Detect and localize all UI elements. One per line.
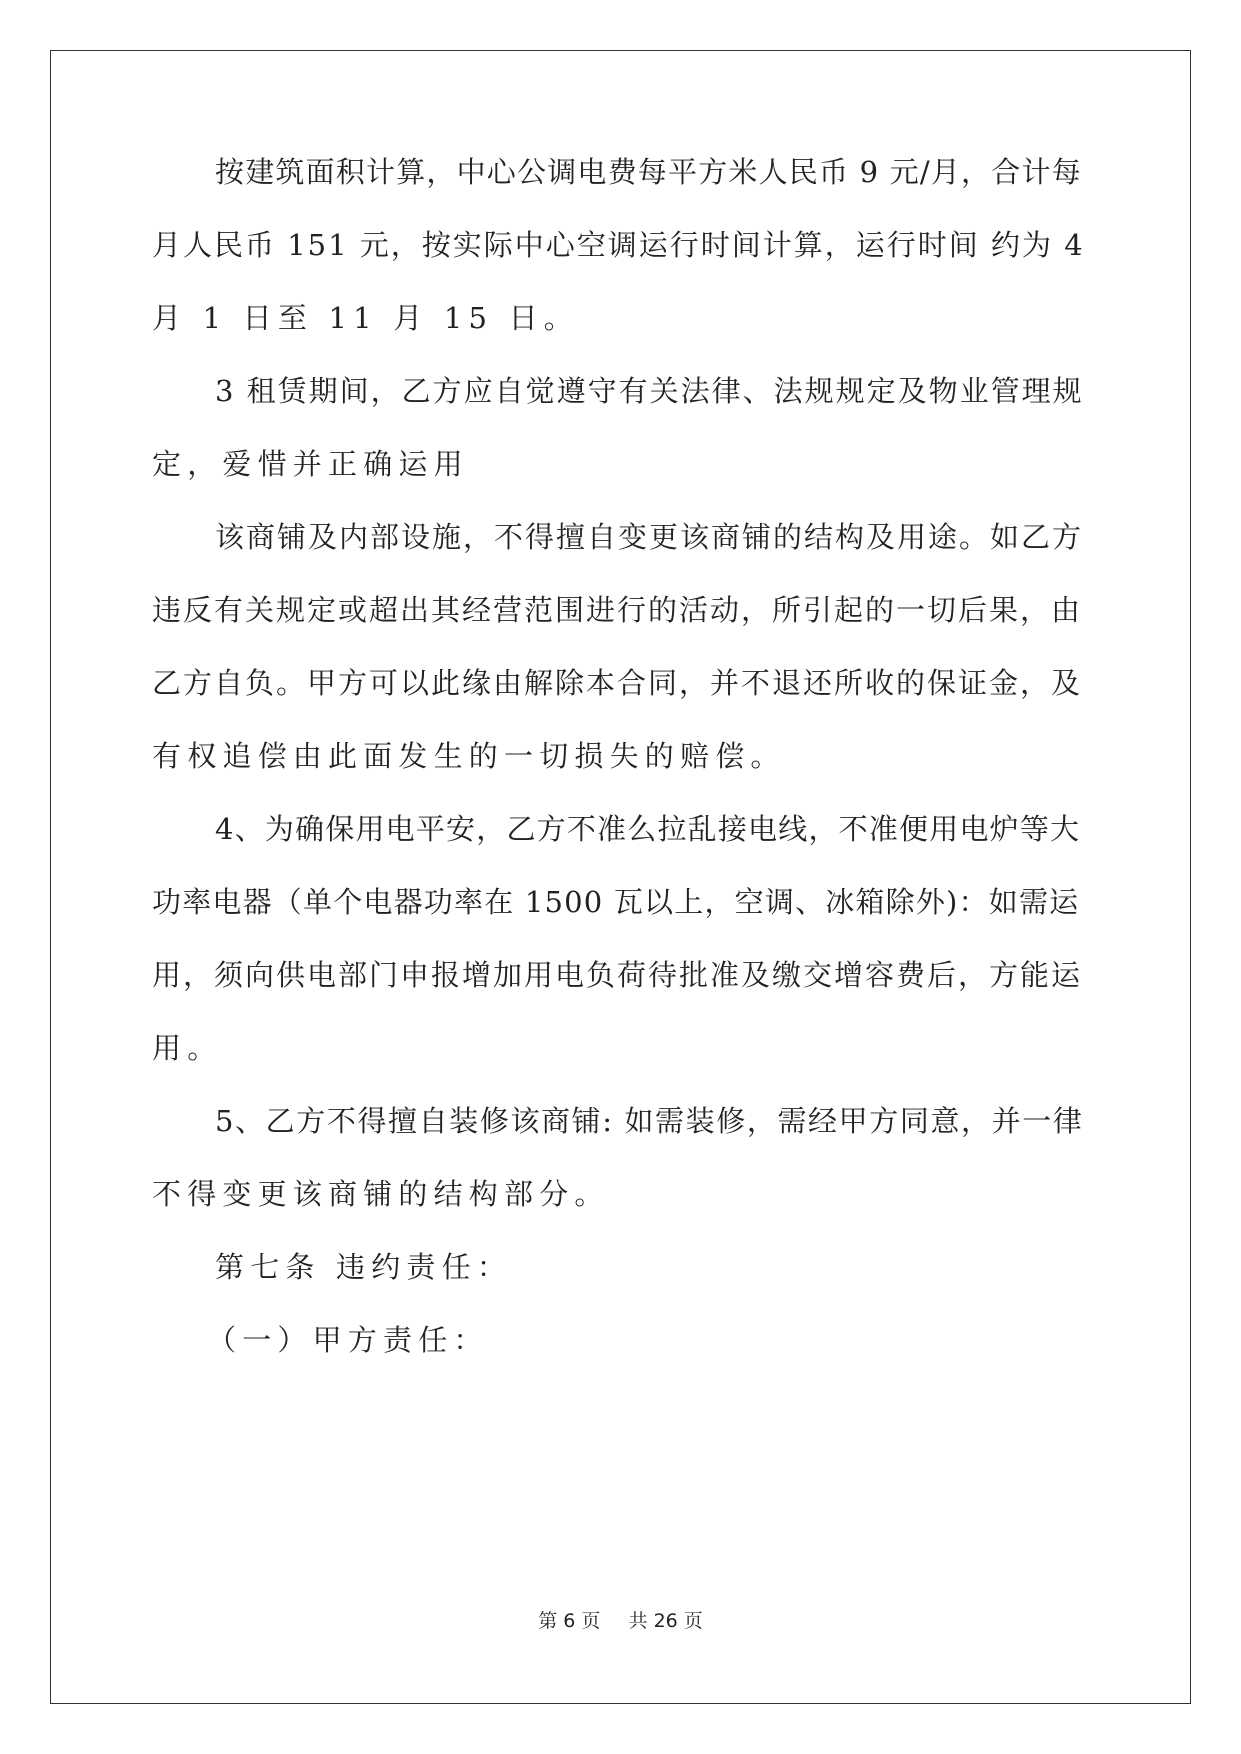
text-line: 月 1 日至 11 月 15 日。: [152, 301, 579, 335]
text-line: （一）甲方责任：: [207, 1323, 489, 1357]
page-number: 第 6 页: [538, 1610, 601, 1632]
text-line: 3 租赁期间，乙方应自觉遵守有关法律、法规规定及物业管理规: [215, 374, 1084, 408]
text-line: 月人民币 151 元，按实际中心空调运行时间计算，运行时间 约为 4: [152, 228, 1085, 262]
text-line: 功率电器（单个电器功率在 1500 瓦以上，空调、冰箱除外)：如需运: [152, 885, 1080, 919]
text-line: 按建筑面积计算，中心公调电费每平方米人民币 9 元/月，合计每: [215, 155, 1082, 189]
text-line: 用。: [152, 1031, 223, 1065]
text-line: 5、乙方不得擅自装修该商铺: 如需装修，需经甲方同意，并一律: [215, 1104, 1084, 1138]
text-line: 用，须向供电部门申报增加用电负荷待批准及缴交增容费后，方能运: [152, 958, 1083, 992]
page-total: 共 26 页: [628, 1610, 703, 1632]
text-line: 定，爱惜并正确运用: [152, 447, 469, 481]
text-line: 乙方自负。甲方可以此缘由解除本合同，并不退还所收的保证金，及: [152, 666, 1083, 700]
page-footer: [0, 1606, 1241, 1633]
text-line: 不得变更该商铺的结构部分。: [152, 1177, 610, 1211]
text-line: 违反有关规定或超出其经营范围进行的活动，所引起的一切后果，由: [152, 593, 1083, 627]
text-line: 该商铺及内部设施，不得擅自变更该商铺的结构及用途。如乙方: [215, 520, 1084, 554]
text-line: 第七条 违约责任：: [215, 1250, 513, 1284]
text-line: 有权追偿由此面发生的一切损失的赔偿。: [152, 739, 786, 773]
text-line: 4、为确保用电平安，乙方不准么拉乱接电线，不准便用电炉等大: [215, 812, 1081, 846]
